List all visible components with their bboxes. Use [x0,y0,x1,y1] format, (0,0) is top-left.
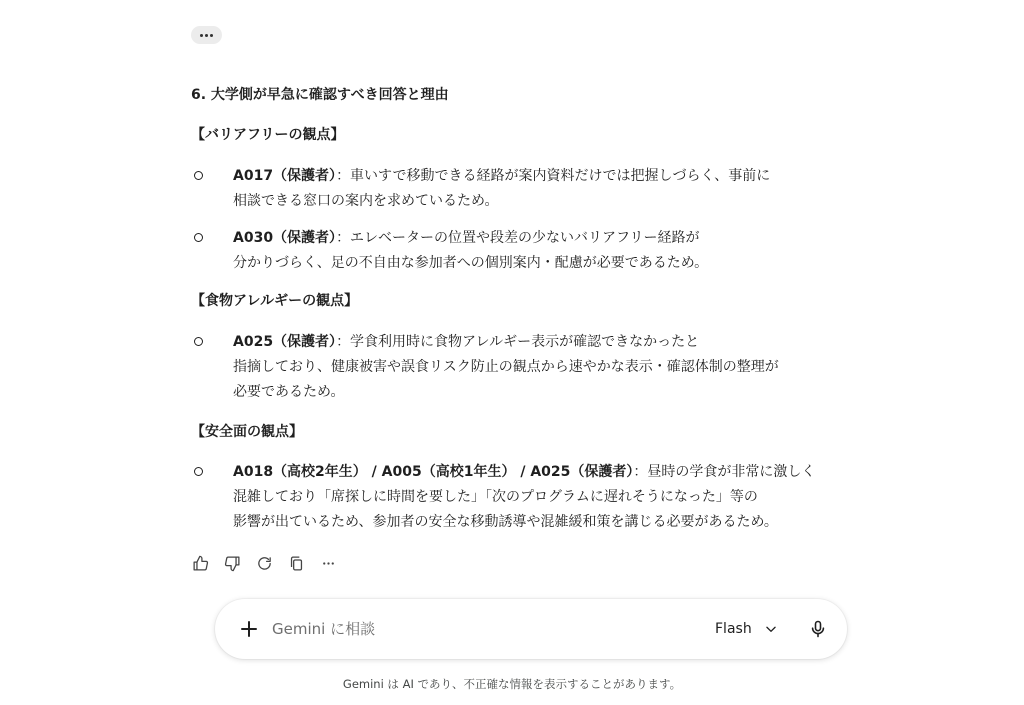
bad-response-button[interactable] [221,552,243,574]
bullet-icon [194,467,203,476]
respondent-id: A018（高校2年生） / A005（高校1年生） / A025（保護者） [233,464,634,480]
more-dot-icon [205,34,208,37]
thumbs-down-icon [224,555,241,572]
item-line: 相談できる窓口の案内を求めているため。 [233,193,499,209]
more-dot-icon [200,34,203,37]
microphone-icon [808,619,828,639]
plus-icon [237,617,261,641]
list-item-text [233,330,883,405]
bullet-icon [194,233,203,242]
more-dot-icon [210,34,213,37]
regenerate-button[interactable] [253,552,275,574]
respondent-id: A017（保護者） [233,168,337,184]
item-line: ：エレベーターの位置や段差の少ないバリアフリー経路が [336,230,700,246]
prompt-input[interactable] [272,617,692,641]
response-heading: 6. 大学側が早急に確認すべき回答と理由 [191,87,449,103]
refresh-icon [256,555,273,572]
bullet-icon [194,337,203,346]
item-line: ：学食利用時に食物アレルギー表示が確認できなかったと [336,334,700,350]
item-line: 影響が出ているため、参加者の安全な移動誘導や混雑緩和策を講じる必要があるため。 [233,514,778,530]
list-item-text [233,164,883,214]
more-options-icon [320,555,337,572]
thumbs-up-icon [192,555,209,572]
more-options-button[interactable] [317,552,339,574]
bullet-icon [194,171,203,180]
item-line: ：車いすで移動できる経路が案内資料だけでは把握しづらく、事前に [336,168,771,184]
show-more-button[interactable] [191,26,222,44]
microphone-button[interactable] [805,616,831,642]
item-line: 混雑しており「席探しに時間を要した」「次のプログラムに遅れそうになった」等の [233,489,758,505]
model-label: Flash [715,621,752,637]
good-response-button[interactable] [189,552,211,574]
copy-icon [288,555,305,572]
respondent-id: A025（保護者） [233,334,337,350]
section-title-safety: 【安全面の観点】 [191,424,303,440]
response-actions [189,552,339,574]
section-title-barrier-free: 【バリアフリーの観点】 [191,127,345,143]
list-item-text [233,226,883,276]
item-line: ：昼時の学食が非常に激しく [633,464,816,480]
add-attachment-button[interactable] [237,617,261,641]
list-item-text [233,460,883,535]
chevron-down-icon [764,622,778,636]
model-selector[interactable] [715,616,778,642]
item-line: 分かりづらく、足の不自由な参加者への個別案内・配慮が必要であるため。 [233,255,709,271]
prompt-bar [215,599,847,659]
copy-button[interactable] [285,552,307,574]
item-line: 必要であるため。 [233,384,345,400]
respondent-id: A030（保護者） [233,230,337,246]
section-title-food-allergy: 【食物アレルギーの観点】 [191,293,359,309]
item-line: 指摘しており、健康被害や誤食リスク防止の観点から速やかな表示・確認体制の整理が [233,359,779,375]
ai-disclaimer: Gemini は AI であり、不正確な情報を表示することがあります。 [342,677,682,691]
